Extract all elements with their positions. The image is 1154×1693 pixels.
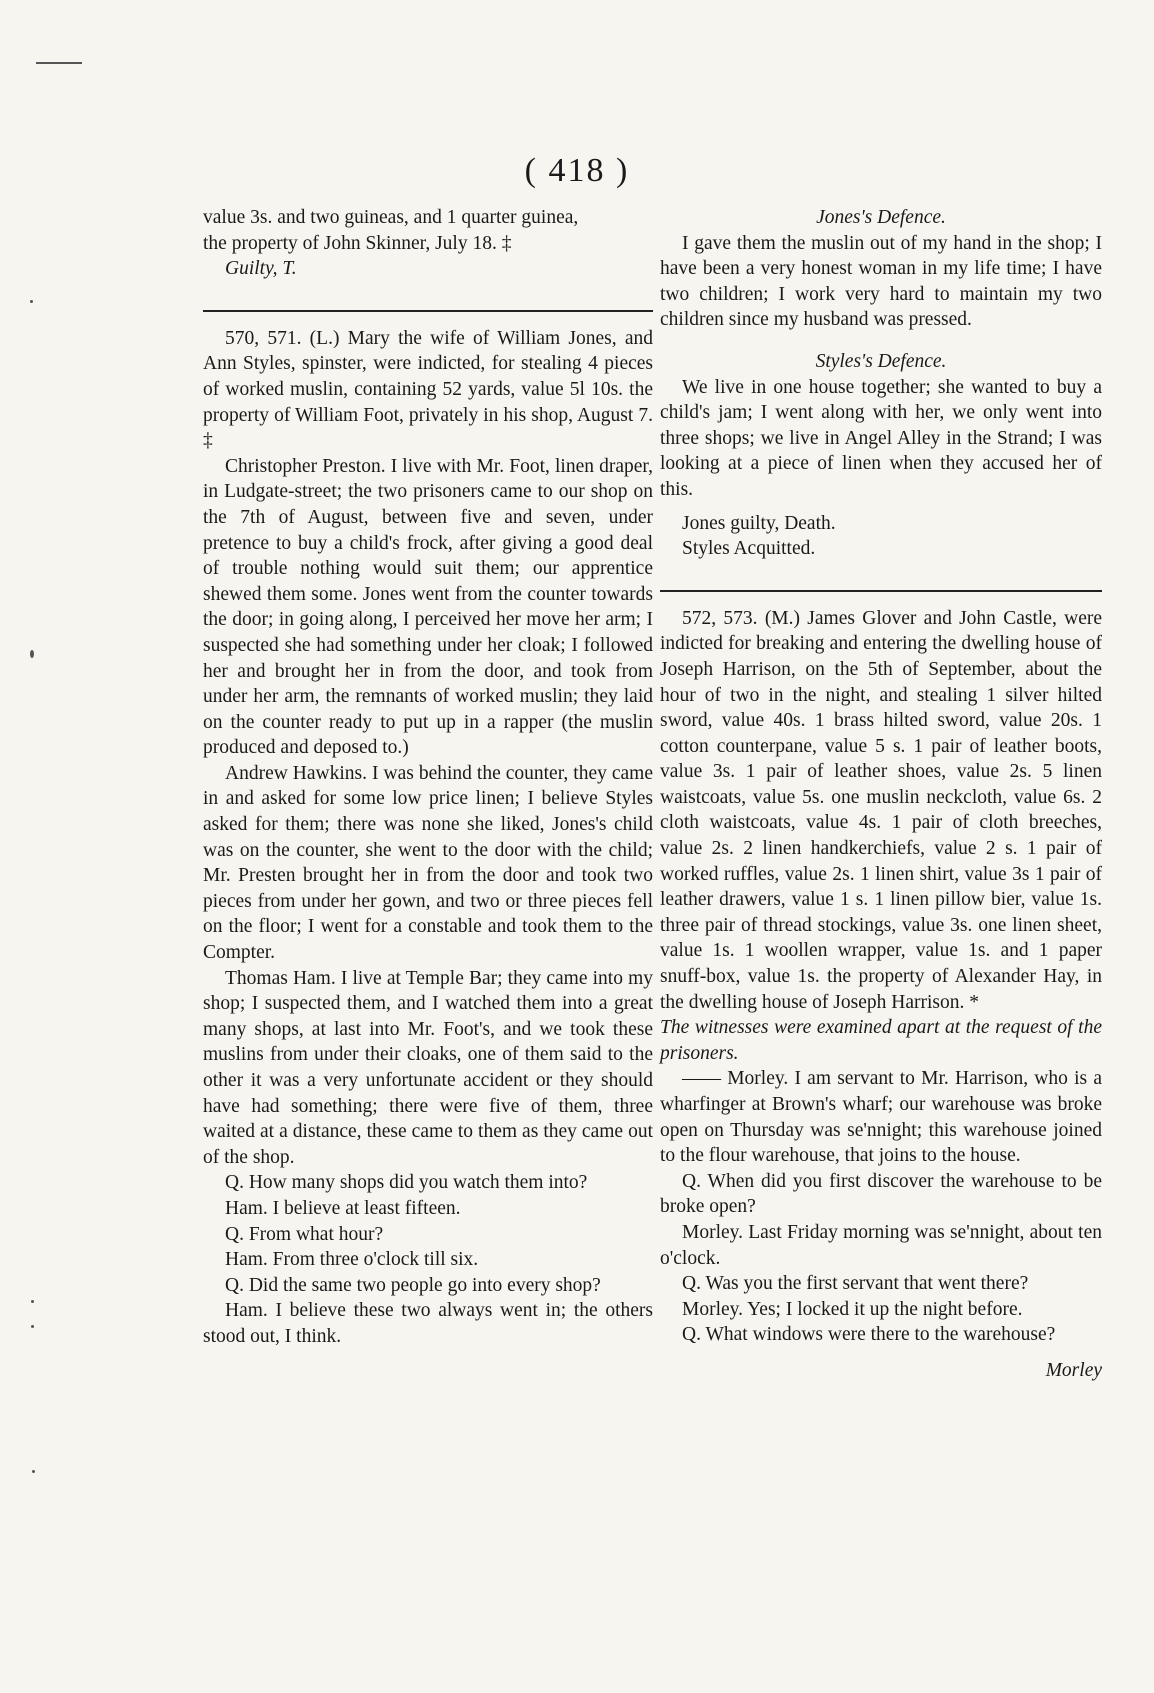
testimony-ham: Thomas Ham. I live at Temple Bar; they came into my shop; I suspected them, and I watched them into a great many shops, at last into Mr. Foot's, and we took these muslins from under their cloaks, one of them said to the other it was a very unfortunate accident or they should have had something; there were five of them, three waited at a distance, these came to them as they came out of the shop.	[203, 967, 653, 1168]
scan-speck	[31, 1325, 34, 1328]
scan-speck	[31, 1300, 34, 1303]
question-first-servant: Q. Was you the first servant that went there?	[682, 1273, 1029, 1295]
testimony-preston: Christopher Preston. I live with Mr. Foot, linen draper, in Ludgate-street; the two prisoners came to our shop on the 7th of August, between five and seven, under pretence to buy a child's frock, after giving a good deal of trouble nothing would suit them; our apprentice shewed them some. Jones went from the counter towards the door; in going along, I perceived her move her arm; I suspected she had something under her cloak; I followed her and brought her in from the door, and took from under her arm, the remnants of worked muslin; they laid on the counter ready to put up in a rapper (the muslin produced and deposed to.)	[203, 455, 653, 759]
verdict-jones: Jones guilty, Death.	[682, 512, 836, 534]
carryover-line-2: the property of John Skinner, July 18. ‡	[203, 232, 512, 254]
carryover-line-1: value 3s. and two guineas, and 1 quarter guinea,	[203, 207, 579, 228]
carryover-verdict: Guilty, T.	[225, 258, 297, 280]
witness-note: The witnesses were examined apart at the request of the prisoners.	[660, 1017, 1102, 1064]
scan-speck	[32, 1470, 35, 1473]
case-heading-570-571: 570, 571. (L.) Mary the wife of William Jones, and Ann Styles, spinster, were indicted, for stealing 4 pieces of worked muslin, containing 52 yards, value 5l 10s. the property of William Foot, privately in his shop, August 7. ‡	[203, 327, 653, 452]
section-divider	[660, 590, 1102, 592]
section-divider	[203, 310, 653, 312]
question-shops: Q. How many shops did you watch them into?	[225, 1172, 588, 1194]
question-windows: Q. What windows were there to the warehouse?	[682, 1324, 1056, 1346]
left-column	[203, 205, 653, 1350]
styles-defence: We live in one house together; she wanted to buy a child's jam; I went along with her, we only went into three shops; we live in Angel Alley in the Strand; I was looking at a piece of linen when they accused her of this.	[660, 376, 1102, 500]
catchword: Morley	[1045, 1359, 1102, 1381]
page-number: ( 418 )	[524, 152, 630, 189]
question-hour: Q. From what hour?	[225, 1223, 384, 1245]
question-same-people: Q. Did the same two people go into every shop?	[225, 1274, 601, 1296]
answer-fifteen: Ham. I believe at least fifteen.	[225, 1197, 461, 1219]
right-column	[660, 205, 1102, 1384]
testimony-morley: —— Morley. I am servant to Mr. Harrison, who is a wharfinger at Brown's wharf; our warehouse was broke open on Thursday was se'nnight; this warehouse joined to the flour warehouse, that joins to the house.	[660, 1068, 1102, 1167]
answer-hour: Ham. From three o'clock till six.	[225, 1249, 479, 1271]
answer-first-servant: Morley. Yes; I locked it up the night before.	[682, 1298, 1023, 1320]
question-discover: Q. When did you first discover the warehouse to be broke open?	[660, 1170, 1102, 1218]
styles-defence-title: Styles's Defence.	[815, 350, 947, 372]
verdict-styles: Styles Acquitted.	[682, 538, 816, 560]
testimony-hawkins: Andrew Hawkins. I was behind the counter, they came in and asked for some low price linen; I believe Styles asked for them; there was none she liked, Jones's child was on the counter, she went to the door with the child; Mr. Presten brought her in from the door and took two pieces from under her gown, and two or three pieces fell on the floor; I went for a constable and took them to the Compter.	[203, 762, 653, 964]
scan-speck	[36, 62, 82, 64]
jones-defence-title: Jones's Defence.	[816, 207, 946, 228]
case-heading-572-573: 572, 573. (M.) James Glover and John Castle, were indicted for breaking and entering the dwelling house of Joseph Harrison, on the 5th of September, about the hour of two in the night, and stealing 1 silver hilted sword, value 40s. 1 brass hilted sword, value 20s. 1 cotton counterpane, value 5 s. 1 pair of leather boots, value 3s. 1 pair of leather shoes, value 2s. 5 linen waistcoats, value 5s. one muslin neckcloth, value 6s. 2 cloth waistcoats, value 4s. 1 pair of cloth breeches, value 2s. 2 linen handkerchiefs, value 2 s. 1 pair of worked ruffles, value 2s. 1 linen shirt, value 3s 1 pair of leather drawers, value 1 s. 1 linen pillow bier, value 1s. three pair of thread stockings, value 3s. one linen sheet, value 1s. 1 woollen wrapper, value 1s. and 1 paper snuff-box, value 1s. the property of Alexander Hay, in the dwelling house of Joseph Harrison. *	[660, 607, 1102, 1013]
jones-defence: I gave them the muslin out of my hand in the shop; I have been a very honest woman in my life time; I have two children; I work very hard to maintain my two children since my husband was pressed.	[660, 232, 1102, 331]
scan-speck	[30, 300, 33, 303]
scan-speck	[30, 650, 34, 658]
answer-same-people: Ham. I believe these two always went in; the others stood out, I think.	[203, 1300, 653, 1347]
answer-discover: Morley. Last Friday morning was se'nnight, about ten o'clock.	[660, 1221, 1102, 1269]
